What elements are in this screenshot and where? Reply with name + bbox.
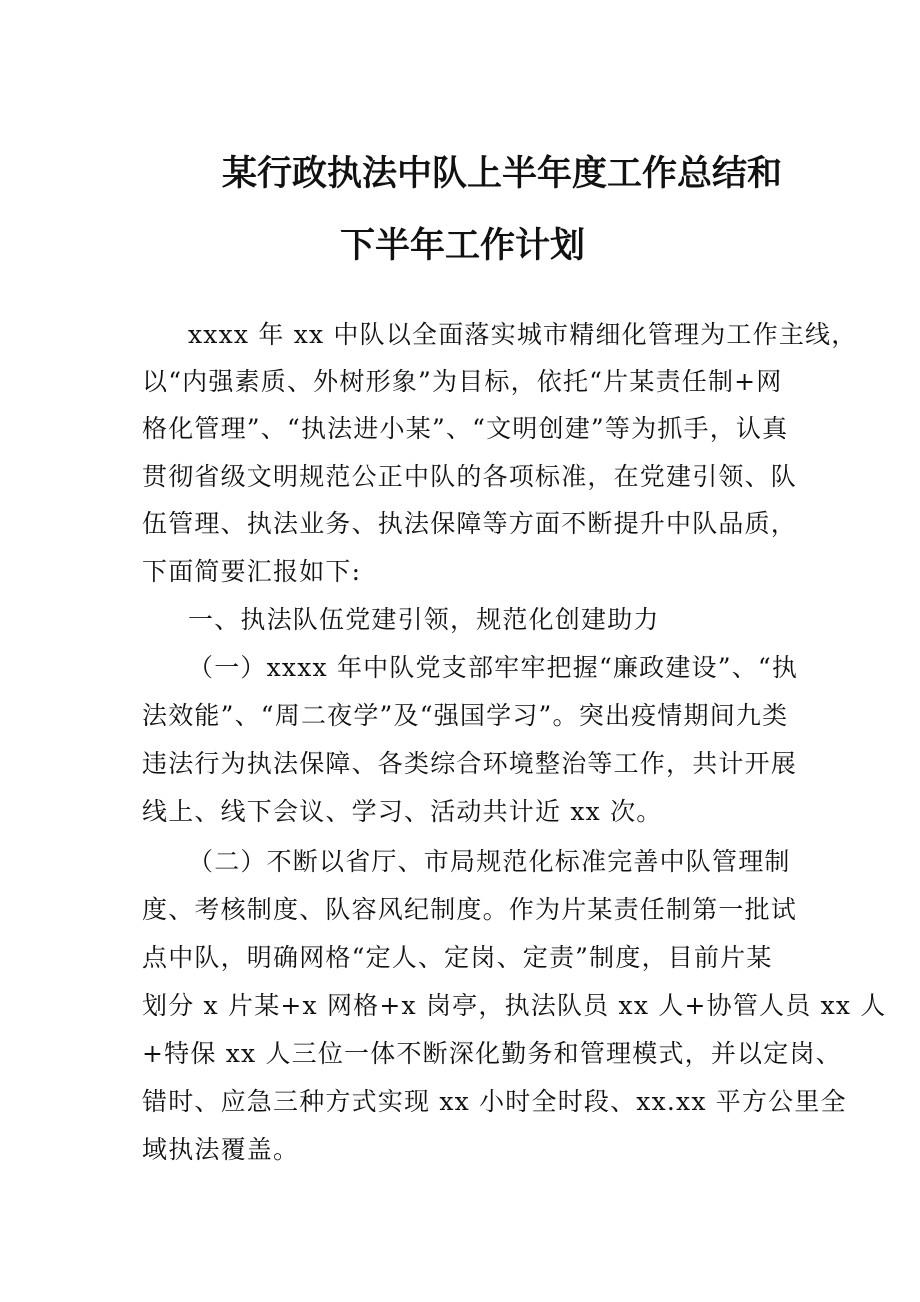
body-line: 划分 x 片某+x 网格+x 岗亭，执法队员 xx 人+协管人员 xx 人: [142, 991, 887, 1020]
body-line: 法效能”、“周二夜学”及“强国学习”。突出疫情期间九类: [142, 701, 789, 730]
body-line: 点中队，明确网格“定人、定岗、定责”制度，目前片某: [142, 943, 773, 972]
body-line: 违法行为执法保障、各类综合环境整治等工作，共计开展: [142, 749, 798, 778]
body-line: xxxx 年 xx 中队以全面落实城市精细化管理为工作主线，: [188, 320, 858, 349]
body-line: 下面简要汇报如下:: [142, 557, 362, 586]
body-line: 贯彻省级文明规范公正中队的各项标准，在党建引领、队: [142, 462, 798, 491]
body-line: 度、考核制度、队容风纪制度。作为片某责任制第一批试: [142, 895, 798, 924]
document-title-line-1: 某行政执法中队上半年度工作总结和: [222, 154, 783, 194]
body-line: （一）xxxx 年中队党支部牢牢把握“廉政建设”、“执: [188, 653, 799, 682]
body-line: 格化管理”、“执法进小某”、“文明创建”等为抓手，认真: [142, 414, 789, 443]
body-line: （二）不断以省厅、市局规范化标准完善中队管理制: [188, 847, 791, 876]
body-line: 伍管理、执法业务、执法保障等方面不断提升中队品质，: [142, 509, 798, 538]
body-line: 以“内强素质、外树形象”为目标，依托“片某责任制+网: [142, 367, 783, 396]
body-line: 线上、线下会议、学习、活动共计近 xx 次。: [142, 797, 663, 826]
section-heading: 一、执法队伍党建引领，规范化创建助力: [188, 605, 660, 634]
body-line: +特保 xx 人三位一体不断深化勤务和管理模式，并以定岗、: [142, 1039, 842, 1068]
document-title-line-2: 下半年工作计划: [340, 226, 586, 266]
body-line: 错时、应急三种方式实现 xx 小时全时段、xx.xx 平方公里全: [142, 1087, 847, 1116]
body-line: 域执法覆盖。: [142, 1135, 300, 1164]
